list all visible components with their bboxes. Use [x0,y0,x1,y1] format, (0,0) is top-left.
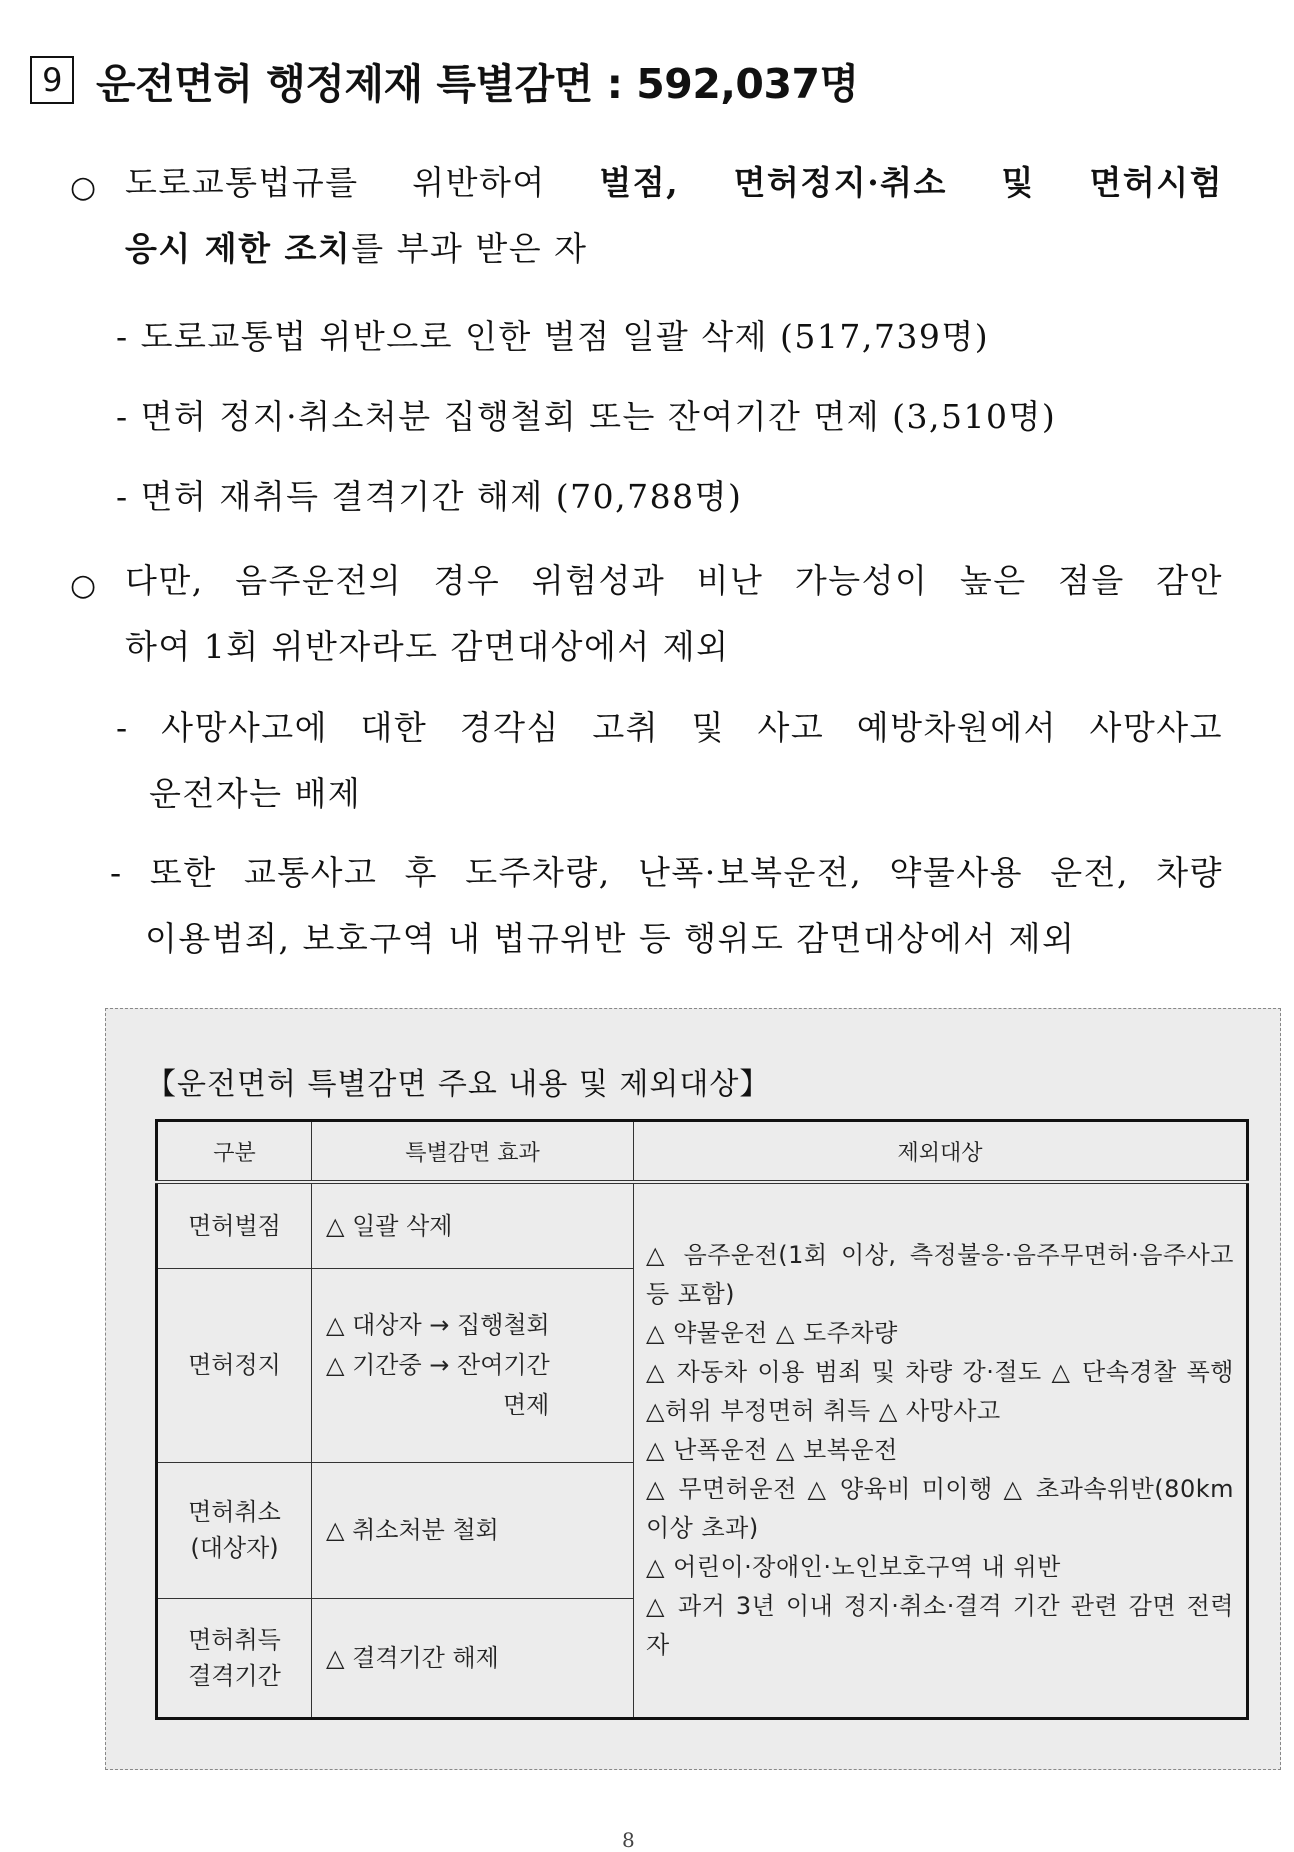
section1-items [116,297,1056,537]
exclusion-item: △ 과거 3년 이내 정지·취소·결격 기간 관련 감면 전력자 [646,1591,1234,1659]
exclusion-item: △ 약물운전 △ 도주차량 [646,1318,898,1347]
exclusions-cell [634,1182,1248,1718]
section2-line1: 다만, 음주운전의 경우 위험성과 비난 가능성이 높은 점을 감안 [125,561,1223,600]
category-line: (대상자) [190,1534,279,1562]
exclusion-item: △ 자동차 이용 범죄 및 차량 강·절도 △ 단속경찰 폭행 △허위 부정면허 취득 △ 사망사고 [646,1357,1234,1425]
table-header: 제외대상 [634,1121,1248,1183]
section-title: 운전면허 행정제재 특별감면 : 592,037명 [96,59,859,108]
exclusion-item: △ 어린이·장애인·노인보호구역 내 위반 [646,1552,1061,1581]
summary-table [155,1119,1249,1720]
summary-box [105,1008,1281,1770]
section1-line2 [125,216,1223,282]
section2-line2: 하여 1회 위반자라도 감면대상에서 제외 [125,627,730,666]
section2-paragraph [125,548,1223,680]
category-line: 면허취득 [188,1625,281,1654]
section2-sub2-line1: - 또한 교통사고 후 도주차량, 난폭·보복운전, 약물사용 운전, 차량 [110,853,1223,892]
table-header: 구분 [157,1121,312,1183]
category-cell [157,1462,312,1598]
bullet-circle: ○ [70,170,97,205]
effect-line: △ 기간중 → 잔여기간 [326,1351,550,1379]
effect-cell: △ 결격기간 해제 [312,1598,634,1718]
effect-cell: △ 취소처분 철회 [312,1462,634,1598]
section1-line2-bold: 응시 제한 조치 [125,229,352,268]
section2-sub1-line2: 운전자는 배제 [149,774,362,813]
section1-line2-text: 를 부과 받은 자 [351,229,588,268]
category-cell [157,1598,312,1718]
section2-sub2-line2: 이용범죄, 보호구역 내 법규위반 등 행위도 감면대상에서 제외 [145,919,1076,958]
table-header-row [157,1121,1248,1183]
table-header: 특별감면 효과 [312,1121,634,1183]
effect-line: △ 대상자 → 집행철회 [326,1311,550,1339]
section-number-box: 9 [30,56,74,104]
category-cell: 면허정지 [157,1268,312,1462]
section1-line1 [125,150,1223,216]
category-cell: 면허벌점 [157,1182,312,1268]
effect-line: 면제 [503,1391,550,1419]
section2-sub1-line1: - 사망사고에 대한 경각심 고취 및 사고 예방차원에서 사망사고 [116,708,1223,747]
effect-cell [312,1268,634,1462]
box-title: 【운전면허 특별감면 주요 내용 및 제외대상】 [146,1067,771,1102]
category-line: 면허취소 [188,1498,281,1526]
section-heading [30,50,859,110]
exclusion-item: △ 난폭운전 △ 보복운전 [646,1435,898,1464]
section2-sub2 [110,840,1223,972]
list-item: - 도로교통법 위반으로 인한 벌점 일괄 삭제 (517,739명) [116,317,990,356]
table-row [157,1182,1248,1268]
bullet-circle: ○ [70,568,97,603]
section1-paragraph [125,150,1223,282]
section2-sub1 [116,695,1223,827]
category-line: 결격기간 [188,1661,281,1690]
section1-line1-text: 도로교통법규를 위반하여 [125,163,600,202]
section1-line1-bold: 벌점, 면허정지·취소 및 면허시험 [599,163,1224,202]
list-item: - 면허 정지·취소처분 집행철회 또는 잔여기간 면제 (3,510명) [116,397,1057,436]
page-number: 8 [622,1828,635,1852]
exclusion-item: △ 무면허운전 △ 양육비 미이행 △ 초과속위반(80km 이상 초과) [646,1474,1234,1542]
list-item: - 면허 재취득 결격기간 해제 (70,788명) [116,477,743,516]
exclusion-item: △ 음주운전(1회 이상, 측정불응·음주무면허·음주사고 등 포함) [646,1240,1234,1308]
effect-cell: △ 일괄 삭제 [312,1182,634,1268]
